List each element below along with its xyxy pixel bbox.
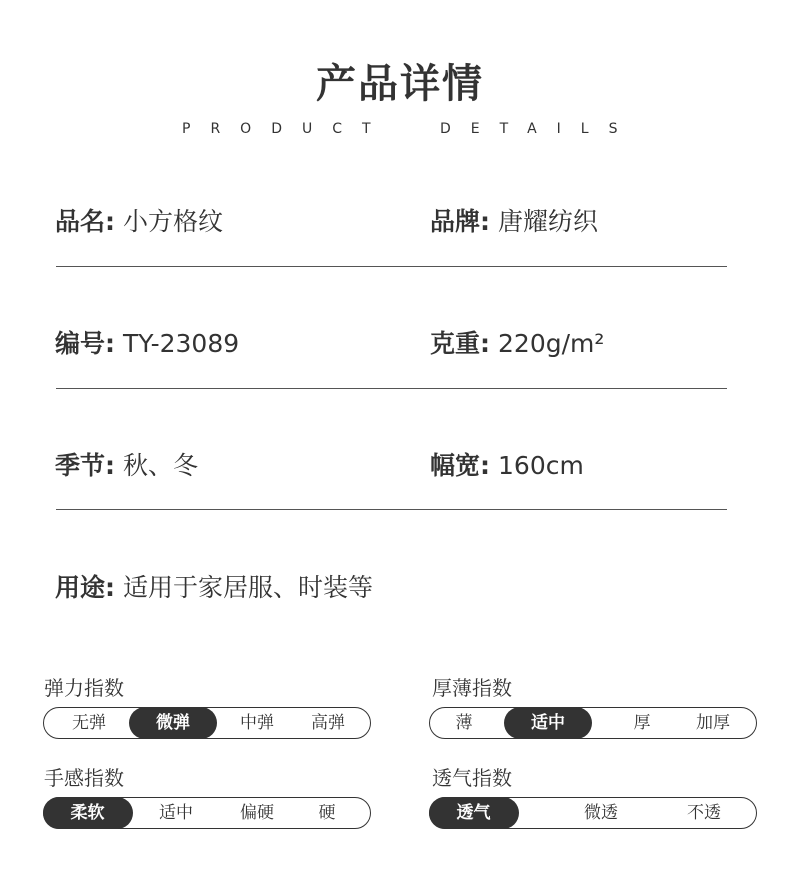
hand-feel-option[interactable]: 偏硬 bbox=[240, 802, 274, 823]
thickness-index-label: 厚薄指数 bbox=[432, 676, 512, 700]
field-usage-sep: : bbox=[105, 573, 116, 602]
elasticity-index-label: 弹力指数 bbox=[44, 676, 124, 700]
hand-feel-option-selected[interactable]: 柔软 bbox=[43, 797, 133, 829]
hand-feel-index-scale bbox=[43, 797, 371, 829]
field-season bbox=[55, 446, 198, 482]
field-usage-value: 适用于家居服、时装等 bbox=[123, 573, 374, 602]
thickness-option[interactable]: 薄 bbox=[455, 712, 473, 733]
field-name-sep: : bbox=[105, 207, 116, 236]
field-brand-sep: : bbox=[480, 207, 491, 236]
divider bbox=[56, 266, 727, 267]
field-season-key: 季节 bbox=[55, 451, 106, 480]
field-code-value: TY-23089 bbox=[123, 329, 240, 358]
elasticity-option[interactable]: 高弹 bbox=[311, 712, 345, 733]
elasticity-option[interactable]: 无弹 bbox=[72, 712, 106, 733]
field-weight-value: 220g/m² bbox=[498, 329, 605, 358]
divider bbox=[56, 388, 727, 389]
hand-feel-option[interactable]: 硬 bbox=[318, 802, 336, 823]
field-weight-key: 克重 bbox=[430, 329, 481, 358]
elasticity-option-selected[interactable]: 微弹 bbox=[129, 707, 217, 739]
field-code-key: 编号 bbox=[55, 329, 106, 358]
field-name-value: 小方格纹 bbox=[123, 207, 224, 236]
field-season-sep: : bbox=[105, 451, 116, 480]
field-usage bbox=[55, 568, 373, 604]
thickness-option-selected[interactable]: 适中 bbox=[504, 707, 592, 739]
field-code bbox=[55, 324, 239, 360]
field-width-key: 幅宽 bbox=[430, 451, 481, 480]
elasticity-index-scale bbox=[43, 707, 371, 739]
field-width-value: 160cm bbox=[498, 451, 584, 480]
field-brand-value: 唐耀纺织 bbox=[498, 207, 599, 236]
subtitle-left: PRODUCT bbox=[182, 121, 391, 137]
breathability-index-label: 透气指数 bbox=[432, 766, 512, 790]
hand-feel-index-label: 手感指数 bbox=[44, 766, 124, 790]
breathability-option[interactable]: 不透 bbox=[687, 802, 721, 823]
field-brand-key: 品牌 bbox=[430, 207, 481, 236]
breathability-index-scale bbox=[429, 797, 757, 829]
field-width-sep: : bbox=[480, 451, 491, 480]
field-width bbox=[430, 446, 584, 482]
field-name-key: 品名 bbox=[55, 207, 106, 236]
field-name bbox=[55, 202, 223, 238]
elasticity-option[interactable]: 中弹 bbox=[240, 712, 274, 733]
field-weight-sep: : bbox=[480, 329, 491, 358]
page-title: 产品详情 bbox=[316, 61, 484, 107]
field-season-value: 秋、冬 bbox=[123, 451, 199, 480]
thickness-option[interactable]: 加厚 bbox=[696, 712, 730, 733]
field-brand bbox=[430, 202, 598, 238]
thickness-index-scale bbox=[429, 707, 757, 739]
breathability-option-selected[interactable]: 透气 bbox=[429, 797, 519, 829]
field-weight bbox=[430, 324, 604, 360]
breathability-option[interactable]: 微透 bbox=[584, 802, 618, 823]
hand-feel-option[interactable]: 适中 bbox=[159, 802, 193, 823]
field-usage-key: 用途 bbox=[55, 573, 106, 602]
thickness-option[interactable]: 厚 bbox=[633, 712, 651, 733]
field-code-sep: : bbox=[105, 329, 116, 358]
subtitle-right: DETAILS bbox=[440, 121, 638, 137]
divider bbox=[56, 509, 727, 510]
